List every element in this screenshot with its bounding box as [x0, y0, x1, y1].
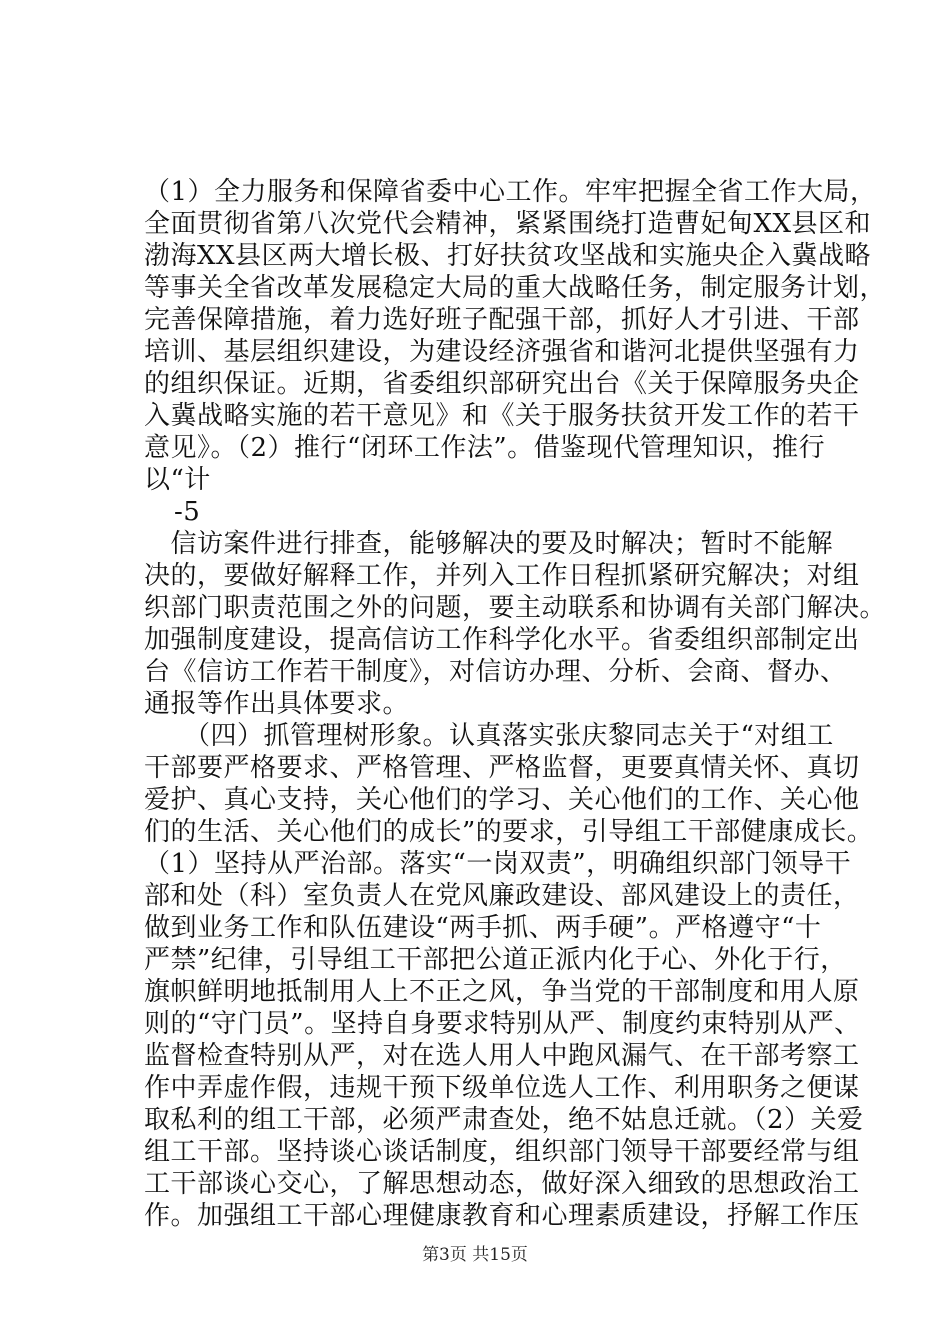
body-text-line: 决的，要做好解释工作，并列入工作日程抓紧研究解决；对组: [144, 561, 860, 591]
body-text-line: 组工干部。坚持谈心谈话制度，组织部门领导干部要经常与组: [144, 1137, 860, 1167]
body-text-line: 则的“守门员”。坚持自身要求特别从严、制度约束特别从严、: [144, 1009, 861, 1039]
body-text-line: 工干部谈心交心，了解思想动态，做好深入细致的思想政治工: [144, 1169, 860, 1199]
body-text-line: 培训、基层组织建设，为建设经济强省和谐河北提供坚强有力: [144, 337, 860, 367]
body-text-line: 作中弄虚作假，违规干预下级单位选人工作、利用职务之便谋: [144, 1073, 860, 1103]
body-text-line: 意见》。（2）推行“闭环工作法”。借鉴现代管理知识，推行: [144, 433, 826, 463]
body-text-line: 通报等作出具体要求。: [144, 689, 410, 719]
body-text-line: 加强制度建设，提高信访工作科学化水平。省委组织部制定出: [144, 625, 860, 655]
body-text-line: 织部门职责范围之外的问题，要主动联系和协调有关部门解决。: [144, 593, 887, 623]
page-marker: -5: [174, 497, 201, 527]
page-footer: 第3页 共15页: [422, 1245, 528, 1265]
body-text-line: （四）抓管理树形象。认真落实张庆黎同志关于“对组工: [144, 721, 834, 751]
body-text-line: 完善保障措施，着力选好班子配强干部，抓好人才引进、干部: [144, 305, 860, 335]
body-text-line: 台《信访工作若干制度》，对信访办理、分析、会商、督办、: [144, 657, 847, 687]
body-text-line: 监督检查特别从严，对在选人用人中跑风漏气、在干部考察工: [144, 1041, 860, 1071]
body-text-line: 取私利的组工干部，必须严肃查处，绝不姑息迁就。（2）关爱: [144, 1105, 864, 1135]
body-text-line: 旗帜鲜明地抵制用人上不正之风，争当党的干部制度和用人原: [144, 977, 860, 1007]
body-text-line: （1）坚持从严治部。落实“一岗双责”，明确组织部门领导干: [144, 849, 852, 879]
body-text-line: 作。加强组工干部心理健康教育和心理素质建设，抒解工作压: [144, 1201, 860, 1231]
body-text-line: 部和处（科）室负责人在党风廉政建设、部风建设上的责任，: [144, 881, 860, 911]
body-text-line: 严禁”纪律，引导组工干部把公道正派内化于心、外化于行，: [144, 945, 847, 975]
body-text-line: 做到业务工作和队伍建设“两手抓、两手硬”。严格遵守“十: [144, 913, 822, 943]
body-text-line: 们的生活、关心他们的成长”的要求，引导组工干部健康成长。: [144, 817, 874, 847]
body-text-line: 入冀战略实施的若干意见》和《关于服务扶贫开发工作的若干: [144, 401, 860, 431]
body-text-line: 信访案件进行排查，能够解决的要及时解决；暂时不能解: [144, 529, 834, 559]
body-text-line: 以“计: [144, 465, 211, 495]
body-text-line: 的组织保证。近期，省委组织部研究出台《关于保障服务央企: [144, 369, 860, 399]
body-text-line: 爱护、真心支持，关心他们的学习、关心他们的工作、关心他: [144, 785, 860, 815]
body-text-line: 等事关全省改革发展稳定大局的重大战略任务，制定服务计划，: [144, 273, 887, 303]
body-text-line: 干部要严格要求、严格管理、严格监督，更要真情关怀、真切: [144, 753, 860, 783]
body-text-line: （1）全力服务和保障省委中心工作。牢牢把握全省工作大局，: [144, 177, 877, 207]
body-text-line: 渤海XX县区两大增长极、打好扶贫攻坚战和实施央企入冀战略: [144, 241, 872, 271]
body-text-line: 全面贯彻省第八次党代会精神，紧紧围绕打造曹妃甸XX县区和: [144, 209, 872, 239]
